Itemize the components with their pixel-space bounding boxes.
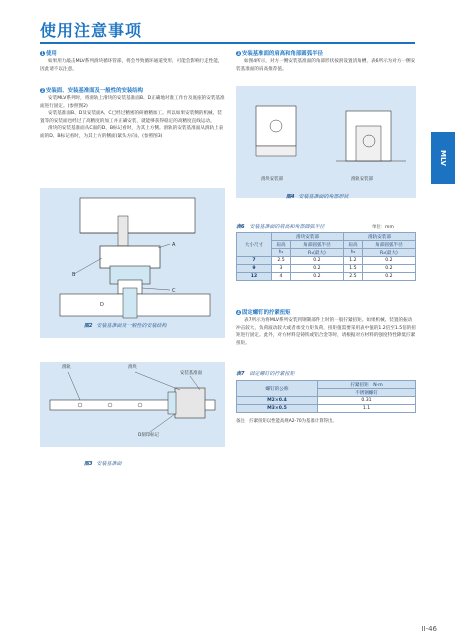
table6-cell: 7 [237, 257, 272, 265]
table7-col-torque: 拧紧扭矩 N·m [318, 381, 416, 389]
section1-number: 1 [41, 51, 44, 56]
table6-col-rail: 滑轨安装部 [343, 233, 415, 241]
table6-cell: 0.2 [290, 273, 343, 281]
table6-cell: 12 [237, 273, 272, 281]
figure3-caption [84, 460, 122, 467]
figure4-drawing [236, 86, 416, 186]
svg-text:C: C [172, 288, 176, 294]
section4-paragraph: 表7所示为将MLV系列安装到钢制部件上时的一般拧紧扭矩。如果机械、装置的振动冲击较大，负荷波动较大或者承受力矩负荷，扭矩值需要采用表中值的1.2倍至1.5倍的扭矩进行固定。此外，对方材料是铸铁或铝合金等时，请根据对方材料的强度特性降低拧紧扭矩。 [236, 318, 416, 346]
section3-body [236, 58, 416, 73]
table6 [236, 232, 416, 281]
figure2-label: 图2 [84, 323, 93, 329]
table6-cell: 0.2 [362, 273, 415, 281]
table6-cell: 2.5 [272, 257, 291, 265]
table6-cell: 0.2 [362, 265, 415, 273]
table7-note: 备注 拧紧扭矩以性能高规A2-70为基准计算得出。 [236, 419, 337, 424]
section4-number: 4 [237, 310, 240, 315]
svg-text:A: A [172, 242, 176, 248]
table7 [236, 380, 416, 413]
table6-col-size: 大小尺寸 [237, 233, 272, 257]
section3-title: 安装基准面的肩高和角部圆弧半径 [242, 51, 323, 57]
figure3-callout-slider: 滑块 [128, 365, 137, 370]
table7-title [236, 370, 295, 377]
section4-body [236, 317, 416, 347]
figure3-box [40, 362, 225, 447]
table6-title-text: 安装基准面的肩高和角部圆弧半径 [249, 224, 325, 230]
table6-cell: 0.2 [290, 265, 343, 273]
table7-col-screw: 螺钉的公称 [237, 381, 318, 397]
figure4-label: 图4 [286, 194, 295, 200]
figure2-drawing [40, 188, 225, 328]
table6-cell: 0.2 [362, 257, 415, 265]
table6-cell: 1.5 [343, 265, 362, 273]
table6-sub-r1: 角部圆弧半径 [290, 241, 343, 249]
figure4-caption [286, 193, 349, 200]
table6-sub-r2-sym: R₂(最大) [362, 249, 415, 257]
svg-text:D: D [100, 302, 104, 308]
table7-col-sub: 不锈钢螺钉 [318, 389, 416, 397]
figure2-caption [84, 322, 167, 329]
section2-paragraph-1: 安装MLV系列时，将滑轨上滑块的安装基准面B、D正确地对准工作台及底座的安装基准面进行固定。(参照图2) [40, 96, 225, 109]
figure4-caption-text: 安装基准面的角部形状 [298, 194, 349, 200]
table6-cell: 9 [237, 265, 272, 273]
section1-heading [40, 49, 57, 57]
figure4-box [236, 86, 416, 198]
table6-sub-h2-sym: h₂ [343, 249, 362, 257]
section3-number: 3 [237, 51, 240, 56]
table6-unit: 单位：mm [372, 225, 394, 230]
section4-title: 固定螺钉的拧紧扭矩 [242, 310, 291, 316]
figure3-callout-rail: 滑轨 [62, 365, 71, 370]
table6-cell: 4 [272, 273, 291, 281]
table-row [237, 257, 416, 265]
section1-paragraph: 如果用力敲击MLV系列滑块循环管部，将会导致循环通道变形，可能会影响行走性能，因此请不以注意。 [40, 59, 223, 72]
figure3-callout-mark: D刻印标记 [138, 433, 159, 438]
figure3-caption-text: 安装基准面 [96, 461, 122, 467]
section2-title: 安装面、安装基准面及一般性的安装结构 [46, 88, 144, 94]
section3-paragraph: 如图4所示，对方一侧安装基准面的角部形状按滑设置清角槽，表6所示为对方一侧安装基准面的肩高推荐值。 [236, 59, 416, 72]
table6-label: 表6 [236, 224, 245, 230]
table6-sub-h2: 肩高 [343, 241, 362, 249]
table6-sub-r2: 角部圆弧半径 [362, 241, 415, 249]
table6-sub-h1: 肩高 [272, 241, 291, 249]
section2-heading [40, 86, 143, 94]
table7-cell: M3×0.5 [237, 405, 318, 413]
page-title: 使用注意事项 [40, 21, 143, 40]
table6-cell: 1.2 [343, 257, 362, 265]
section2-paragraph-3: 滑块的安装基准面从C面的D、B标记看时，为其上方侧。滑轨的安装基准面从滑轨上表面的D、B标记看时，为其上方的侧面(紧头方向)。(参照图3) [40, 126, 224, 139]
section4-heading [236, 308, 291, 316]
page-number: II-46 [421, 625, 437, 633]
figure3-label: 图3 [84, 461, 93, 467]
table-row [237, 273, 416, 281]
table7-cell: M2×0.4 [237, 397, 318, 405]
table-row [237, 397, 416, 405]
section2-body [40, 95, 225, 141]
table7-cell: 1.1 [318, 405, 416, 413]
section1-body [40, 58, 225, 73]
section2-number: 2 [41, 88, 44, 93]
figure2-box [40, 188, 225, 338]
table-row [237, 405, 416, 413]
section1-title: 使用 [46, 51, 57, 57]
table7-label: 表7 [236, 371, 245, 377]
section3-heading [236, 49, 323, 57]
svg-text:B: B [72, 272, 76, 278]
table6-cell: 3 [272, 265, 291, 273]
figure3-callout-ref: 安装基准面 [180, 371, 202, 376]
table6-cell: 2.5 [343, 273, 362, 281]
table6-sub-r1-sym: R₁(最大) [290, 249, 343, 257]
table6-title [236, 223, 325, 230]
figure4-left-label: 滑块安装部 [261, 177, 283, 182]
table6-sub-h1-sym: h₁ [272, 249, 291, 257]
table7-cell: 0.31 [318, 397, 416, 405]
table-row [237, 265, 416, 273]
title-divider [40, 42, 415, 44]
figure4-right-label: 滑轨安装部 [351, 177, 373, 182]
section2-paragraph-2: 安装基准面B、D及安装面A、C已经过精密的研磨精加工。所以如果安装侧的机械、装置等的安装面也经过了高精度的加工并正确安装，就能够获得稳定的高精度直线运动。 [40, 111, 222, 124]
table7-title-text: 固定螺钉的拧紧扭矩 [249, 371, 295, 377]
table6-col-slider: 滑块安装部 [272, 233, 344, 241]
side-tab-mlv[interactable]: MLV [431, 132, 455, 184]
figure2-caption-text: 安装基准面及一般性的安装结构 [96, 323, 167, 329]
table6-cell: 0.2 [290, 257, 343, 265]
